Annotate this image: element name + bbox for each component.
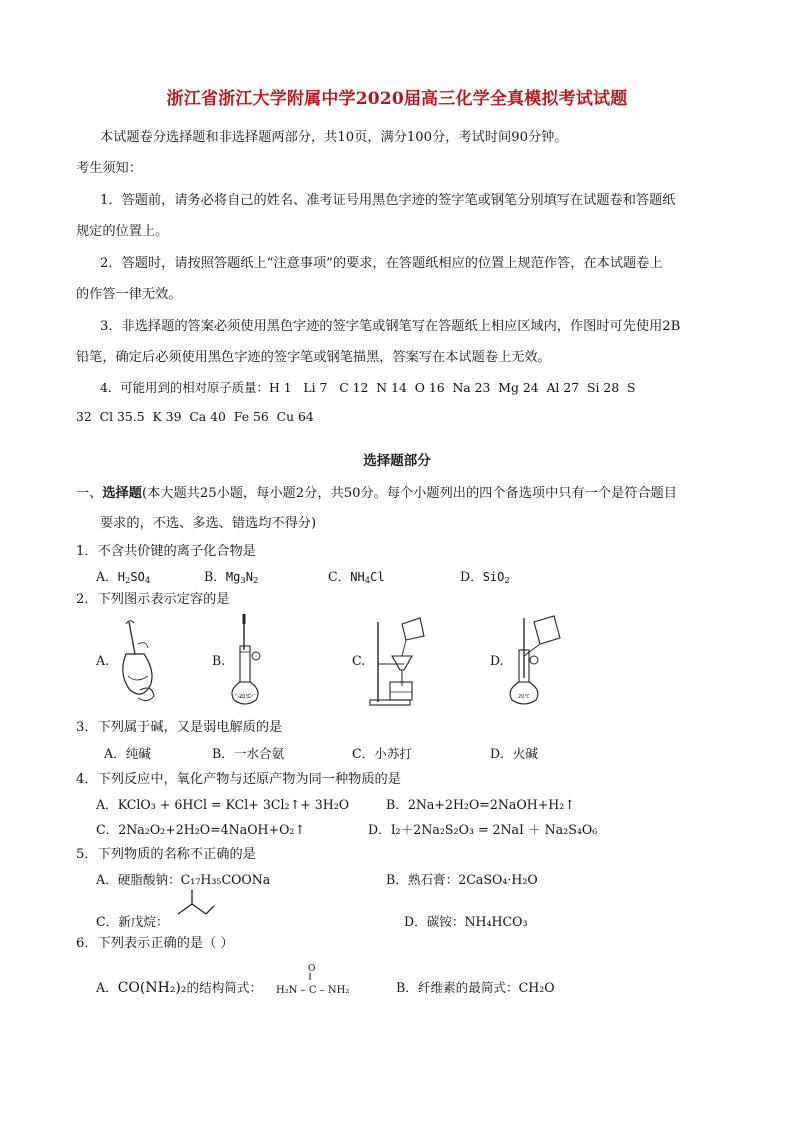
q2-figure-b-label: 20℃ xyxy=(239,694,251,700)
part1-desc-line-1: (本大题共25小题，每小题2分，共50分。每个小题列出的四个备选项中只有一个是符合题目 xyxy=(141,486,677,501)
intro-text: 本试题卷分选择题和非选择题两部分，共10页，满分100分，考试时间90分钟。 xyxy=(100,130,568,145)
part1-heading xyxy=(76,482,677,501)
q2-stem: 2．下列图示表示定容的是 xyxy=(76,592,230,607)
q2-option-b-label: B. xyxy=(212,653,226,668)
note-2-line-2: 的作答一律无效。 xyxy=(76,287,182,302)
part1-name: 选择题 xyxy=(102,486,142,501)
q5-neopentane-structure xyxy=(172,888,216,918)
q4-option-c: C．2Na₂O₂+2H₂O=4NaOH+O₂↑ xyxy=(96,822,305,837)
note-1-line-1: 1．答题前，请务必将自己的姓名、准考证号用黑色字迹的签字笔或钢笔分别填写在试题卷和答题纸 xyxy=(100,193,676,208)
note-4-line-1: 4．可能用到的相对原子质量：H 1 Li 7 C 12 N 14 O 16 Na 23 Mg 24 Al 27 Si 28 S xyxy=(100,380,636,395)
q1-option-a: A．$H_2SO_4$ xyxy=(96,569,151,586)
q6-struct-oxygen: O xyxy=(308,964,316,974)
q1-option-b: B．$Mg_3N_2$ xyxy=(204,569,259,586)
q2-figure-a xyxy=(112,614,162,704)
q2-figure-c xyxy=(368,612,438,708)
page-title: 浙江省浙江大学附属中学2020届高三化学全真模拟考试试题 xyxy=(166,89,628,109)
q6-struct-double-bond: || xyxy=(308,972,311,980)
q4-option-b: B．2Na+2H₂O=2NaOH+H₂↑ xyxy=(386,797,575,812)
note-1-line-2: 规定的位置上。 xyxy=(76,224,169,239)
q3-option-c: C．小苏打 xyxy=(352,746,413,761)
q4-stem: 4．下列反应中，氧化产物与还原产物为同一种物质的是 xyxy=(76,772,401,787)
part1-desc-line-2: 要求的，不选、多选、错选均不得分) xyxy=(100,516,317,531)
q6-option-a: A．CO(NH₂)₂的结构简式： xyxy=(96,980,263,996)
q6-stem: 6．下列表示正确的是（ ） xyxy=(76,936,234,951)
q2-option-a-label: A. xyxy=(96,653,110,668)
q3-option-d: D．火碱 xyxy=(490,746,538,761)
notice-heading: 考生须知： xyxy=(76,161,142,176)
q2-figure-b xyxy=(228,612,274,708)
note-3-line-2: 铅笔，确定后必须使用黑色字迹的签字笔或钢笔描黑，答案写在本试题卷上无效。 xyxy=(76,350,551,365)
section-title: 选择题部分 xyxy=(363,453,431,469)
note-3-line-1: 3．非选择题的答案必须使用黑色字迹的签字笔或钢笔写在答题纸上相应区域内，作图时可先使用2B xyxy=(100,319,681,334)
q2-option-c-label: C. xyxy=(352,653,366,668)
q2-figure-d-label: 20℃ xyxy=(518,694,530,700)
note-4-line-2: 32 Cl 35.5 K 39 Ca 40 Fe 56 Cu 64 xyxy=(76,409,314,424)
q1-option-d: D．SiO$_2$ xyxy=(460,569,510,586)
q2-figure-d xyxy=(506,612,566,708)
q6-option-b: B．纤维素的最简式：CH₂O xyxy=(396,980,555,995)
q6-struct-formula: H₂N – C – NH₂ xyxy=(276,985,350,996)
q5-option-d: D．碳铵：NH₄HCO₃ xyxy=(404,914,528,929)
q5-option-c: C．新戊烷： xyxy=(96,914,169,929)
q3-option-a: A．纯碱 xyxy=(104,746,151,761)
note-2-line-1: 2．答题时，请按照答题纸上“注意事项”的要求，在答题纸相应的位置上规范作答，在本试题卷上 xyxy=(100,256,663,271)
q4-option-d: D．I₂＋2Na₂S₂O₃ = 2NaI ＋ Na₂S₄O₆ xyxy=(368,822,598,837)
q3-stem: 3．下列属于碱，又是弱电解质的是 xyxy=(76,720,283,735)
q5-option-a: A．硬脂酸钠：C₁₇H₃₅COONa xyxy=(96,872,271,887)
q5-stem: 5．下列物质的名称不正确的是 xyxy=(76,847,256,862)
q1-option-c: C．$NH_4Cl$ xyxy=(328,569,385,586)
q5-option-b: B．熟石膏：2CaSO₄·H₂O xyxy=(386,872,538,887)
q4-option-a: A．KClO₃ + 6HCl = KCl+ 3Cl₂↑+ 3H₂O xyxy=(96,797,350,812)
part1-number: 一、 xyxy=(76,486,103,501)
q3-option-b: B．一水合氨 xyxy=(212,746,285,761)
q2-option-d-label: D. xyxy=(490,653,504,668)
q6-a-formula: CO(NH₂)₂ xyxy=(117,980,187,996)
q1-stem: 1．不含共价键的离子化合物是 xyxy=(76,544,256,559)
